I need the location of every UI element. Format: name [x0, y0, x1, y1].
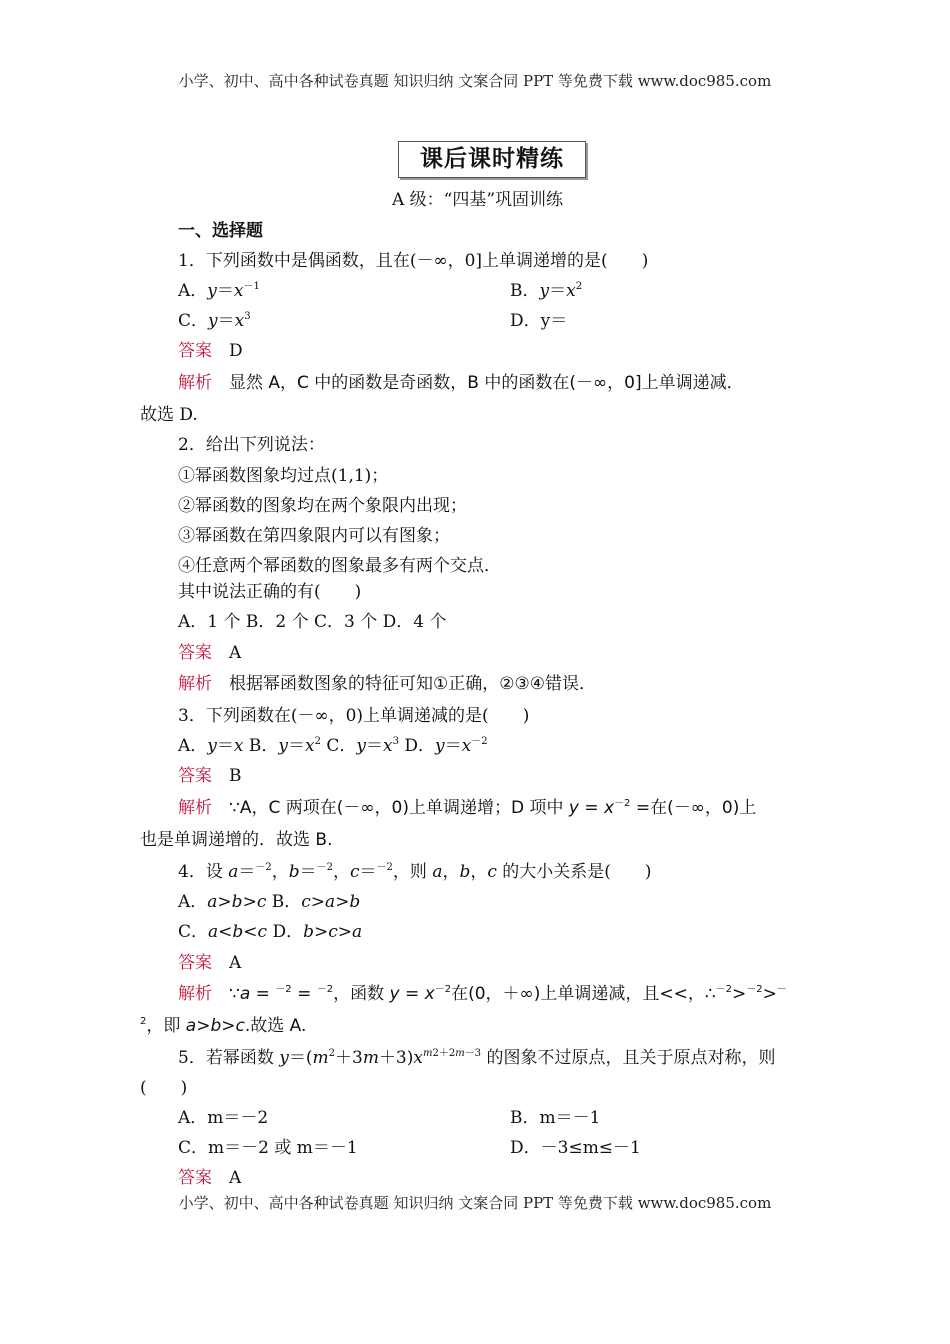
q4-analysis: 解析 ∵a = $^{-2}$ = $^{-2}$，函数 $y = x^{-2}$在(0，＋∞)上单调递减，且<<，∴$^{-2}$>$^{-2}$>－ [178, 984, 787, 1004]
q4-options-ab: A．a>b>c B．c>a>b [178, 892, 361, 912]
q3-options: A．y＝x B．$y=x^2$ C．$y=x^3$ D．$y=x^{-2}$ [178, 736, 488, 756]
q3-analysis-cont: 也是单调递增的．故选 B. [140, 830, 333, 850]
page-footer: 小学、初中、高中各种试卷真题 知识归纳 文案合同 PPT 等免费下载 www.doc985.com [178, 1194, 772, 1212]
q4-options-cd: C．a<b<c D．b>c>a [178, 922, 363, 942]
q5-stem: 5．若幂函数 $y=(m^2+3m+3)x^{m2+2m-3}$ 的图象不过原点，且关于原点对称，则 [178, 1048, 776, 1068]
q2-statement-3: ③幂函数在第四象限内可以有图象； [178, 526, 450, 546]
q2-statement-2: ②幂函数的图象均在两个象限内出现； [178, 496, 467, 516]
q2-statement-4: ④任意两个幂函数的图象最多有两个交点． [178, 556, 501, 576]
q1-answer: 答案 D [178, 341, 243, 361]
q5-stem-cont: ( ) [140, 1078, 188, 1098]
q1-option-c: C．$y=x^3$ [178, 311, 251, 331]
q2-answer: 答案 A [178, 643, 242, 663]
section-heading: 一、选择题 [178, 221, 263, 241]
q1-stem: 1．下列函数中是偶函数，且在(－∞，0]上单调递增的是( ) [178, 251, 649, 271]
q5-option-d: D．－3≤m≤－1 [510, 1138, 641, 1158]
q4-analysis-cont: $^2$，即 a>b>c.故选 A. [140, 1016, 307, 1036]
q1-analysis-cont: 故选 D. [140, 405, 198, 425]
q5-option-a: A．m＝－2 [178, 1108, 269, 1128]
level-subtitle: A 级：“四基”巩固训练 [392, 190, 564, 210]
page-header: 小学、初中、高中各种试卷真题 知识归纳 文案合同 PPT 等免费下载 www.doc985.com [178, 72, 772, 90]
q1-analysis: 解析 显然 A，C 中的函数是奇函数，B 中的函数在(－∞，0]上单调递减． [178, 373, 744, 393]
q3-stem: 3．下列函数在(－∞，0)上单调递减的是( ) [178, 706, 530, 726]
q2-question: 其中说法正确的有( ) [178, 582, 362, 602]
q2-options: A．1 个 B．2 个 C．3 个 D．4 个 [178, 612, 447, 632]
q1-option-a: A．$y=x^{-1}$ [178, 281, 260, 301]
q4-answer: 答案 A [178, 953, 242, 973]
q1-option-b: B．$y=x^2$ [510, 281, 583, 301]
q5-option-c: C．m＝－2 或 m＝－1 [178, 1138, 358, 1158]
q3-answer: 答案 B [178, 766, 242, 786]
q5-option-b: B．m＝－1 [510, 1108, 601, 1128]
section-title: 课后课时精练 [398, 141, 586, 178]
q4-stem: 4．设 a＝$^{-2}$，b＝$^{-2}$，c＝$^{-2}$，则 a，b，c 的大小关系是( ) [178, 862, 652, 882]
q2-analysis: 解析 根据幂函数图象的特征可知①正确，②③④错误． [178, 674, 596, 694]
q2-statement-1: ①幂函数图象均过点(1,1)； [178, 466, 389, 486]
q3-analysis: 解析 ∵A，C 两项在(－∞，0)上单调递增；D 项中 $y = x^{-2}$ =在(－∞，0)上 [178, 798, 757, 818]
q2-stem: 2．给出下列说法： [178, 435, 325, 455]
q1-option-d: D．y＝ [510, 311, 568, 331]
q5-answer: 答案 A [178, 1168, 242, 1188]
